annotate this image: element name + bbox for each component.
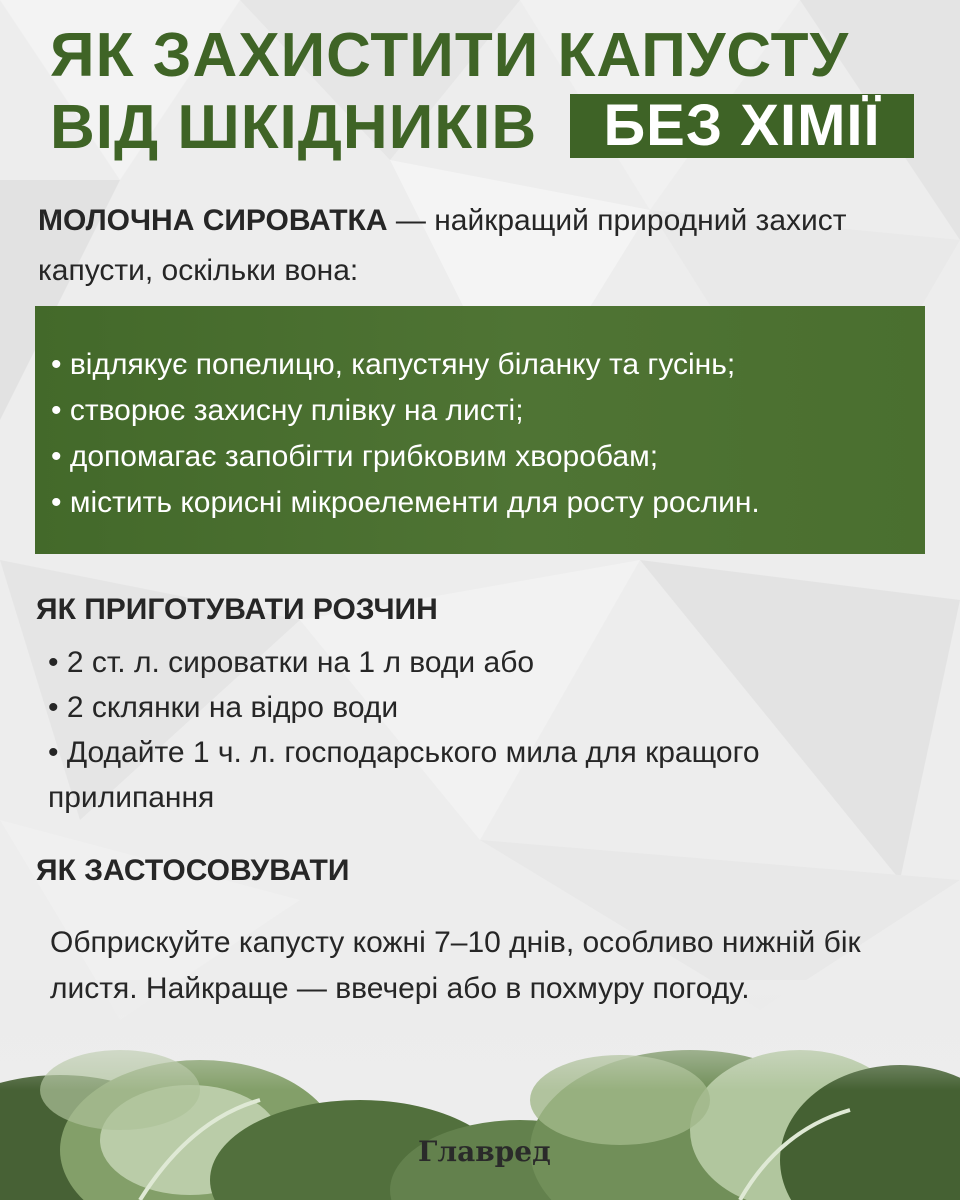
intro-paragraph	[38, 196, 918, 296]
title-badge: БЕЗ ХІМІЇ	[570, 94, 914, 158]
apply-paragraph: Обприскуйте капусту кожні 7–10 днів, особливо нижній бік листя. Найкраще — ввечері або в похмуру погоду.	[50, 926, 861, 1005]
prepare-item: • 2 склянки на відро води	[48, 685, 908, 730]
prepare-list	[48, 640, 908, 820]
prepare-item: • Додайте 1 ч. л. господарського мила для кращого прилипання	[48, 730, 908, 820]
benefit-item: • містить корисні мікроелементи для росту рослин.	[51, 480, 760, 526]
intro-text: — найкращий природний захист капусти, оскільки вона:	[38, 204, 847, 287]
intro-bold-term: МОЛОЧНА СИРОВАТКА	[38, 204, 388, 237]
benefit-item: • створює захисну плівку на листі;	[51, 388, 760, 434]
prepare-item: • 2 ст. л. сироватки на 1 л води або	[48, 640, 908, 685]
section-heading-prepare: ЯК ПРИГОТУВАТИ РОЗЧИН	[36, 593, 438, 626]
benefits-list	[51, 342, 760, 526]
brand-logo: Главред	[418, 1135, 551, 1168]
page-title-line-2: ВІД ШКІДНИКІВ	[50, 93, 538, 162]
benefit-item: • допомагає запобігти грибковим хворобам;	[51, 434, 760, 480]
benefits-box	[35, 306, 925, 554]
page-title-line-1: ЯК ЗАХИСТИТИ КАПУСТУ	[50, 21, 850, 90]
section-heading-apply: ЯК ЗАСТОСОВУВАТИ	[36, 854, 350, 887]
benefit-item: • відлякує попелицю, капустяну біланку та гусінь;	[51, 342, 760, 388]
